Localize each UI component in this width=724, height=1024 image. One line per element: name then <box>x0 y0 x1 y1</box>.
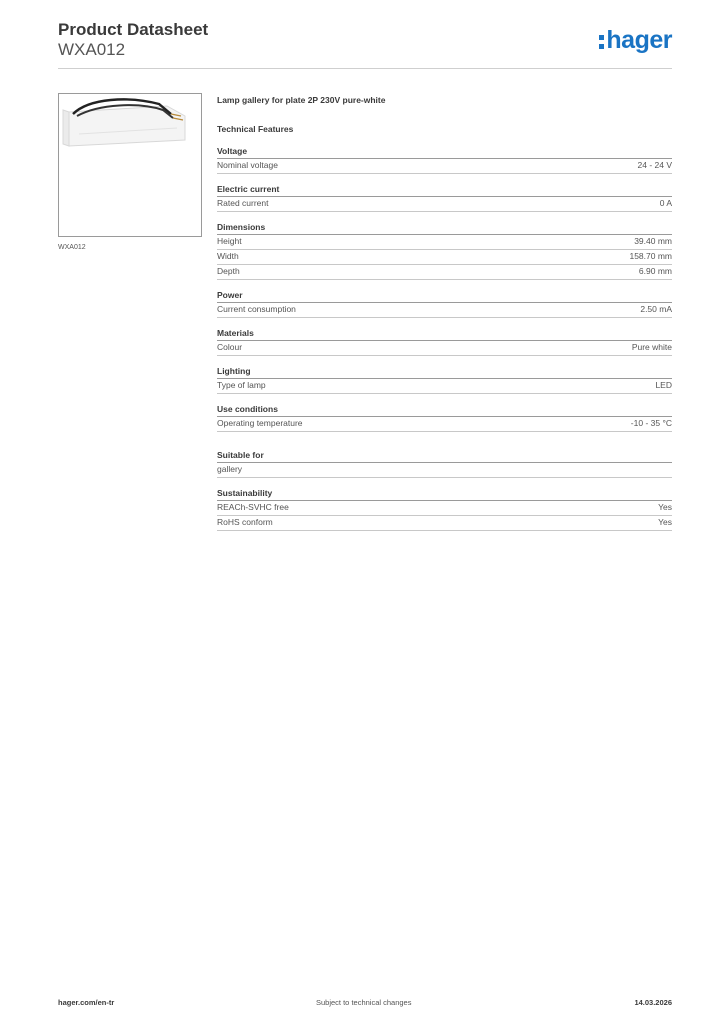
spec-label: Type of lamp <box>217 380 266 390</box>
section-title: Lighting <box>217 365 672 379</box>
spec-value: Yes <box>658 502 672 512</box>
footer-date: 14.03.2026 <box>634 998 672 1007</box>
spec-row <box>217 250 672 265</box>
product-illustration <box>59 94 201 236</box>
section-title: Power <box>217 289 672 303</box>
header-divider <box>58 68 672 69</box>
spec-label: Colour <box>217 342 243 352</box>
image-caption: WXA012 <box>58 244 86 251</box>
spec-label: Height <box>217 236 242 246</box>
logo-dots-icon <box>599 35 604 49</box>
spec-row <box>217 235 672 250</box>
section-title: Electric current <box>217 183 672 197</box>
spec-row <box>217 303 672 318</box>
spec-row <box>217 501 672 516</box>
section-suitable-for <box>217 449 672 478</box>
section-title: Voltage <box>217 145 672 159</box>
spec-label: Depth <box>217 266 240 276</box>
spec-row <box>217 265 672 280</box>
section-electric-current <box>217 183 672 212</box>
spec-value: 39.40 mm <box>634 236 672 246</box>
spec-label: Nominal voltage <box>217 160 278 170</box>
spec-value: -10 - 35 °C <box>630 418 672 428</box>
section-lighting <box>217 365 672 394</box>
product-image <box>58 93 202 237</box>
section-voltage <box>217 145 672 174</box>
section-title: Suitable for <box>217 449 672 463</box>
section-title: Materials <box>217 327 672 341</box>
section-title: Sustainability <box>217 487 672 501</box>
features-heading: Technical Features <box>217 124 294 134</box>
spec-value: 158.70 mm <box>629 251 672 261</box>
spec-row <box>217 516 672 531</box>
spec-row <box>217 341 672 356</box>
spec-label: RoHS conform <box>217 517 273 527</box>
spec-label: Operating temperature <box>217 418 303 428</box>
spec-value: Yes <box>658 517 672 527</box>
logo-wordmark: hager <box>606 26 672 54</box>
section-power <box>217 289 672 318</box>
spec-label: gallery <box>217 464 243 474</box>
footer-notice: Subject to technical changes <box>316 998 412 1007</box>
spec-value: LED <box>655 380 672 390</box>
hager-logo <box>599 26 672 54</box>
footer-website-link[interactable]: hager.com/en-tr <box>58 998 115 1007</box>
spec-content <box>217 94 672 540</box>
section-use-conditions <box>217 403 672 432</box>
spec-row <box>217 379 672 394</box>
product-code: WXA012 <box>58 40 126 59</box>
page-title: Product Datasheet <box>58 20 209 39</box>
spec-label: Width <box>217 251 239 261</box>
spec-value: 2.50 mA <box>640 304 672 314</box>
spec-label: REACh-SVHC free <box>217 502 289 512</box>
spec-value: 24 - 24 V <box>637 160 672 170</box>
spec-value: 0 A <box>659 198 672 208</box>
spec-value: Pure white <box>631 342 672 352</box>
page-header <box>58 20 672 68</box>
spec-label: Rated current <box>217 198 269 208</box>
product-title: Lamp gallery for plate 2P 230V pure-white <box>217 95 386 105</box>
section-sustainability <box>217 487 672 531</box>
spec-row <box>217 417 672 432</box>
spec-row <box>217 463 672 478</box>
section-title: Use conditions <box>217 403 672 417</box>
spec-value: 6.90 mm <box>638 266 672 276</box>
section-title: Dimensions <box>217 221 672 235</box>
spec-label: Current consumption <box>217 304 296 314</box>
section-dimensions <box>217 221 672 280</box>
section-materials <box>217 327 672 356</box>
spec-row <box>217 159 672 174</box>
spec-row <box>217 197 672 212</box>
